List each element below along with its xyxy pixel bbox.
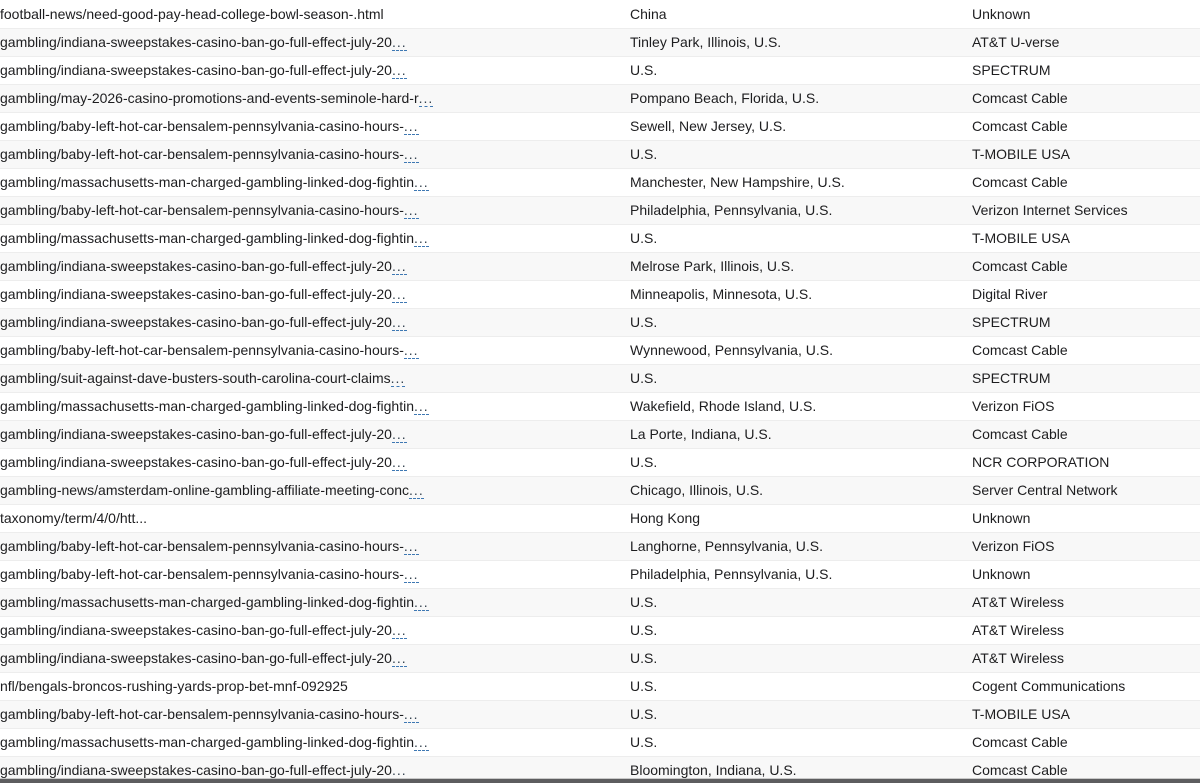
provider-cell: Digital River <box>972 280 1200 308</box>
expand-url-link[interactable]: ... <box>391 426 407 442</box>
page-path-text: gambling/indiana-sweepstakes-casino-ban-go-full-effect-july-20 <box>0 258 392 274</box>
page-path-text: gambling/indiana-sweepstakes-casino-ban-go-full-effect-july-20 <box>0 454 392 470</box>
page-path-text: gambling/indiana-sweepstakes-casino-ban-go-full-effect-july-20 <box>0 314 392 330</box>
expand-url-link[interactable]: ... <box>391 622 407 638</box>
table-row <box>0 588 1200 616</box>
expand-url-link[interactable]: ... <box>403 202 419 218</box>
expand-url-link[interactable]: ... <box>413 174 429 190</box>
expand-url-link[interactable]: ... <box>403 706 419 722</box>
location-cell: Hong Kong <box>630 504 972 532</box>
provider-cell: Verizon Internet Services <box>972 196 1200 224</box>
location-cell: U.S. <box>630 700 972 728</box>
page-path-cell <box>0 420 630 448</box>
table-row <box>0 28 1200 56</box>
page-path-cell <box>0 364 630 392</box>
page-path-cell <box>0 448 630 476</box>
provider-cell: SPECTRUM <box>972 308 1200 336</box>
location-cell: U.S. <box>630 672 972 700</box>
table-row <box>0 504 1200 532</box>
page-path-cell <box>0 280 630 308</box>
provider-cell: Verizon FiOS <box>972 532 1200 560</box>
expand-url-link[interactable]: ... <box>391 34 407 50</box>
expand-url-link[interactable]: ... <box>413 398 429 414</box>
location-cell: U.S. <box>630 448 972 476</box>
table-row <box>0 252 1200 280</box>
provider-cell: NCR CORPORATION <box>972 448 1200 476</box>
page-path-cell <box>0 672 630 700</box>
page-path-cell <box>0 0 630 28</box>
table-row <box>0 56 1200 84</box>
page-path-cell <box>0 140 630 168</box>
table-row <box>0 644 1200 672</box>
page-path-text: gambling/indiana-sweepstakes-casino-ban-go-full-effect-july-20 <box>0 622 392 638</box>
provider-cell: T-MOBILE USA <box>972 140 1200 168</box>
expand-url-link[interactable]: ... <box>391 650 407 666</box>
expand-url-link[interactable]: ... <box>391 454 407 470</box>
provider-cell: Cogent Communications <box>972 672 1200 700</box>
bottom-window-edge <box>0 778 1200 783</box>
page-path-cell <box>0 252 630 280</box>
location-cell: U.S. <box>630 140 972 168</box>
page-path-text: gambling/indiana-sweepstakes-casino-ban-go-full-effect-july-20 <box>0 762 392 778</box>
page-path-cell <box>0 728 630 756</box>
location-cell: U.S. <box>630 616 972 644</box>
table-row <box>0 532 1200 560</box>
location-cell: U.S. <box>630 308 972 336</box>
table-row <box>0 84 1200 112</box>
table-row <box>0 112 1200 140</box>
table-row <box>0 728 1200 756</box>
page-path-text: nfl/bengals-broncos-rushing-yards-prop-bet-mnf-092925 <box>0 678 348 694</box>
page-path-cell <box>0 644 630 672</box>
page-path-text: gambling/baby-left-hot-car-bensalem-pennsylvania-casino-hours- <box>0 538 404 554</box>
page-path-cell <box>0 112 630 140</box>
page-path-text: gambling/massachusetts-man-charged-gambling-linked-dog-fightin <box>0 594 414 610</box>
provider-cell: Comcast Cable <box>972 252 1200 280</box>
provider-cell: Comcast Cable <box>972 84 1200 112</box>
location-cell: Manchester, New Hampshire, U.S. <box>630 168 972 196</box>
provider-cell: Comcast Cable <box>972 336 1200 364</box>
provider-cell: T-MOBILE USA <box>972 700 1200 728</box>
table-row <box>0 476 1200 504</box>
location-cell: Langhorne, Pennsylvania, U.S. <box>630 532 972 560</box>
table-row <box>0 420 1200 448</box>
provider-cell: Unknown <box>972 560 1200 588</box>
location-cell: Melrose Park, Illinois, U.S. <box>630 252 972 280</box>
page-path-cell <box>0 392 630 420</box>
table-row <box>0 672 1200 700</box>
expand-url-link[interactable]: ... <box>403 118 419 134</box>
page-path-cell <box>0 700 630 728</box>
table-row <box>0 336 1200 364</box>
provider-cell: Server Central Network <box>972 476 1200 504</box>
page-path-text: gambling/suit-against-dave-busters-south-carolina-court-claims <box>0 370 391 386</box>
provider-cell: Comcast Cable <box>972 420 1200 448</box>
page-path-text: gambling/massachusetts-man-charged-gambling-linked-dog-fightin <box>0 174 414 190</box>
page-path-cell <box>0 168 630 196</box>
provider-cell: AT&T Wireless <box>972 588 1200 616</box>
provider-cell: Verizon FiOS <box>972 392 1200 420</box>
location-cell: La Porte, Indiana, U.S. <box>630 420 972 448</box>
page-path-cell <box>0 224 630 252</box>
page-path-cell <box>0 28 630 56</box>
table-row <box>0 196 1200 224</box>
location-cell: U.S. <box>630 224 972 252</box>
page-path-text: gambling/baby-left-hot-car-bensalem-pennsylvania-casino-hours- <box>0 566 404 582</box>
page-path-text: gambling/baby-left-hot-car-bensalem-pennsylvania-casino-hours- <box>0 706 404 722</box>
page-path-text: gambling/massachusetts-man-charged-gambling-linked-dog-fightin <box>0 734 414 750</box>
table-row <box>0 392 1200 420</box>
table-row <box>0 224 1200 252</box>
provider-cell: Comcast Cable <box>972 728 1200 756</box>
page-path-cell <box>0 616 630 644</box>
location-cell: Tinley Park, Illinois, U.S. <box>630 28 972 56</box>
location-cell: U.S. <box>630 644 972 672</box>
page-path-text: gambling/may-2026-casino-promotions-and-events-seminole-hard-r <box>0 90 419 106</box>
table-row <box>0 560 1200 588</box>
page-path-text: gambling/indiana-sweepstakes-casino-ban-go-full-effect-july-20 <box>0 34 392 50</box>
table-row <box>0 0 1200 28</box>
expand-url-link[interactable]: ... <box>390 370 406 386</box>
location-cell: Philadelphia, Pennsylvania, U.S. <box>630 560 972 588</box>
page-path-cell <box>0 532 630 560</box>
location-cell: Sewell, New Jersey, U.S. <box>630 112 972 140</box>
expand-url-link[interactable]: ... <box>391 286 407 302</box>
provider-cell: AT&T Wireless <box>972 644 1200 672</box>
page-path-cell <box>0 336 630 364</box>
provider-cell: Unknown <box>972 504 1200 532</box>
page-path-cell <box>0 588 630 616</box>
page-path-text: gambling/baby-left-hot-car-bensalem-pennsylvania-casino-hours- <box>0 118 404 134</box>
location-cell: Wynnewood, Pennsylvania, U.S. <box>630 336 972 364</box>
expand-url-link[interactable]: ... <box>413 230 429 246</box>
page-path-cell <box>0 196 630 224</box>
page-path-text: taxonomy/term/4/0/htt... <box>0 510 148 526</box>
provider-cell: Comcast Cable <box>972 756 1200 783</box>
location-cell: Bloomington, Indiana, U.S. <box>630 756 972 783</box>
location-cell: Wakefield, Rhode Island, U.S. <box>630 392 972 420</box>
page-path-text: gambling/indiana-sweepstakes-casino-ban-go-full-effect-july-20 <box>0 426 392 442</box>
page-path-text: gambling/indiana-sweepstakes-casino-ban-go-full-effect-july-20 <box>0 650 392 666</box>
provider-cell: SPECTRUM <box>972 364 1200 392</box>
page-path-text: gambling/indiana-sweepstakes-casino-ban-go-full-effect-july-20 <box>0 286 392 302</box>
expand-url-link[interactable]: ... <box>391 762 407 778</box>
location-cell: U.S. <box>630 728 972 756</box>
table-row <box>0 140 1200 168</box>
table-row <box>0 308 1200 336</box>
provider-cell: Comcast Cable <box>972 112 1200 140</box>
location-cell: U.S. <box>630 56 972 84</box>
page-path-cell <box>0 56 630 84</box>
provider-cell: Unknown <box>972 0 1200 28</box>
expand-url-link[interactable]: ... <box>413 594 429 610</box>
page-path-cell <box>0 308 630 336</box>
page-path-cell <box>0 84 630 112</box>
page-path-text: gambling-news/amsterdam-online-gambling-affiliate-meeting-conc <box>0 482 410 498</box>
page-path-text: gambling/massachusetts-man-charged-gambling-linked-dog-fightin <box>0 230 414 246</box>
location-cell: Minneapolis, Minnesota, U.S. <box>630 280 972 308</box>
table-row <box>0 616 1200 644</box>
expand-url-link[interactable]: ... <box>403 538 419 554</box>
page-path-text: football-news/need-good-pay-head-college-bowl-season-.html <box>0 5 384 22</box>
location-cell: Pompano Beach, Florida, U.S. <box>630 84 972 112</box>
page-path-text: gambling/baby-left-hot-car-bensalem-pennsylvania-casino-hours- <box>0 146 404 162</box>
page-path-text: gambling/massachusetts-man-charged-gambling-linked-dog-fightin <box>0 398 414 414</box>
expand-url-link[interactable]: ... <box>413 734 429 750</box>
page-path-text: gambling/baby-left-hot-car-bensalem-pennsylvania-casino-hours- <box>0 202 404 218</box>
page-path-text: gambling/indiana-sweepstakes-casino-ban-go-full-effect-july-20 <box>0 62 392 78</box>
expand-url-link[interactable]: ... <box>391 62 407 78</box>
table-row <box>0 364 1200 392</box>
location-cell: Chicago, Illinois, U.S. <box>630 476 972 504</box>
expand-url-link[interactable]: ... <box>409 482 424 498</box>
page-path-text: gambling/baby-left-hot-car-bensalem-pennsylvania-casino-hours- <box>0 342 404 358</box>
location-cell: U.S. <box>630 588 972 616</box>
expand-url-link[interactable]: ... <box>403 566 419 582</box>
expand-url-link[interactable]: ... <box>418 90 434 106</box>
provider-cell: AT&T Wireless <box>972 616 1200 644</box>
provider-cell: AT&T U-verse <box>972 28 1200 56</box>
provider-cell: Comcast Cable <box>972 168 1200 196</box>
table-row <box>0 700 1200 728</box>
page-path-cell <box>0 560 630 588</box>
expand-url-link[interactable]: ... <box>391 258 407 274</box>
location-cell: China <box>630 0 972 28</box>
expand-url-link[interactable]: ... <box>403 146 419 162</box>
expand-url-link[interactable]: ... <box>391 314 407 330</box>
location-cell: Philadelphia, Pennsylvania, U.S. <box>630 196 972 224</box>
provider-cell: SPECTRUM <box>972 56 1200 84</box>
table-row <box>0 448 1200 476</box>
location-cell: U.S. <box>630 364 972 392</box>
page-path-cell <box>0 504 630 532</box>
page-path-cell <box>0 476 630 504</box>
expand-url-link[interactable]: ... <box>403 342 419 358</box>
table-row <box>0 168 1200 196</box>
provider-cell: T-MOBILE USA <box>972 224 1200 252</box>
table-row <box>0 280 1200 308</box>
